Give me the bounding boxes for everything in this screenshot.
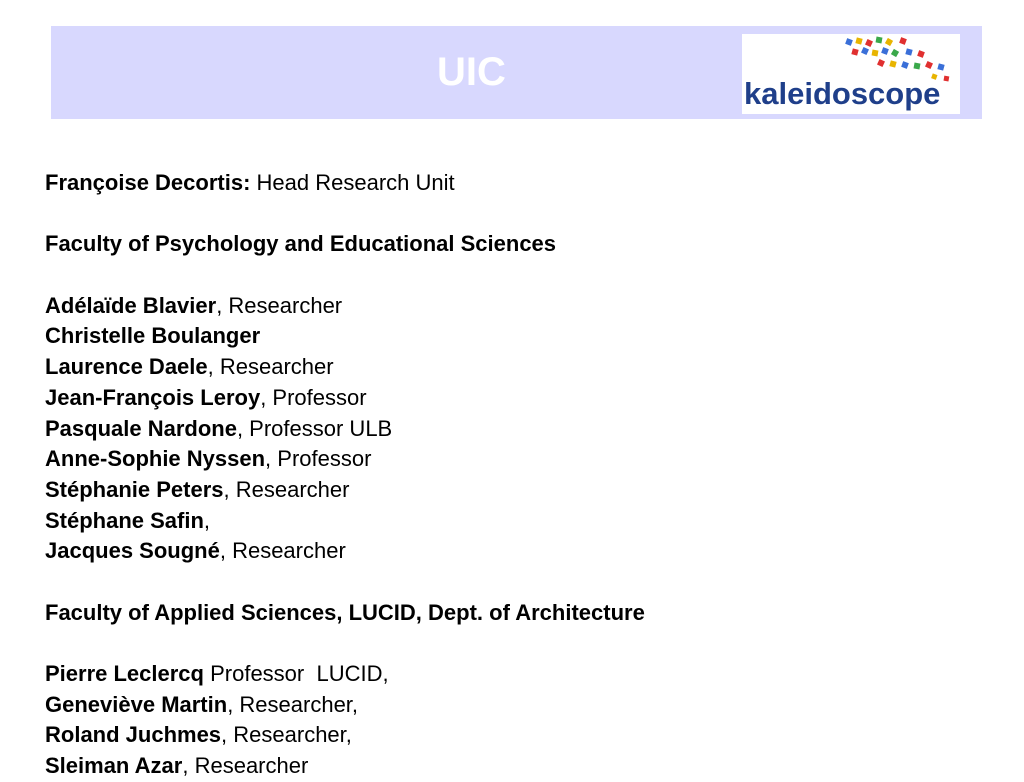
person-role: Professor LUCID,: [203, 661, 389, 686]
person-name: Laurence Daele: [45, 354, 208, 380]
head-line: [45, 168, 985, 199]
person-role: ,: [203, 507, 211, 533]
list-item: [45, 414, 985, 445]
person-name: Sleiman Azar: [45, 753, 183, 779]
list-item: [45, 506, 985, 537]
list-item: [45, 751, 985, 782]
list-item: [45, 352, 985, 383]
person-name: Stéphanie Peters: [45, 476, 224, 502]
person-name: Christelle Boulanger: [45, 323, 261, 349]
logo-text: kaleidoscope: [744, 76, 941, 111]
person-name: Anne-Sophie Nyssen: [45, 446, 266, 472]
content-body: [45, 168, 985, 782]
head-role: Head Research Unit: [250, 170, 455, 195]
list-item: [45, 321, 985, 352]
person-name: Jean-François Leroy: [45, 384, 261, 410]
list-item: [45, 444, 985, 475]
person-name: Pasquale Nardone: [45, 415, 237, 441]
person-role: , Professor: [260, 384, 367, 410]
list-item: [45, 536, 985, 567]
person-role: , Researcher: [216, 292, 343, 318]
kaleidoscope-logo: [742, 34, 960, 114]
list-item: [45, 690, 985, 721]
list-item: [45, 291, 985, 322]
logo-squares-icon: [845, 37, 949, 82]
page-title: UIC: [437, 50, 506, 94]
person-name: Stéphane Safin: [45, 507, 204, 533]
person-name: Jacques Sougné: [45, 538, 220, 564]
list-item: [45, 383, 985, 414]
section1-title: Faculty of Psychology and Educational Sciences: [45, 231, 557, 257]
person-role: , Researcher: [182, 753, 309, 779]
list-item: [45, 475, 985, 506]
person-role: , Researcher,: [221, 722, 352, 748]
list-item: [45, 720, 985, 751]
person-role: , Researcher: [223, 476, 350, 502]
head-name: Françoise Decortis:: [45, 170, 251, 195]
person-role: , Researcher: [207, 354, 334, 380]
person-role: , Researcher,: [227, 691, 359, 717]
list-item: [45, 659, 985, 690]
person-name: Roland Juchmes: [45, 722, 222, 748]
person-name: Adélaïde Blavier: [45, 292, 217, 318]
person-role: , Professor: [265, 446, 372, 472]
person-name: Pierre Leclercq: [45, 661, 204, 686]
section2-title: Faculty of Applied Sciences, LUCID, Dept. of Architecture: [45, 599, 645, 625]
person-role: , Professor ULB: [236, 415, 393, 441]
person-name: Geneviève Martin: [45, 691, 228, 717]
person-role: , Researcher: [219, 538, 346, 564]
